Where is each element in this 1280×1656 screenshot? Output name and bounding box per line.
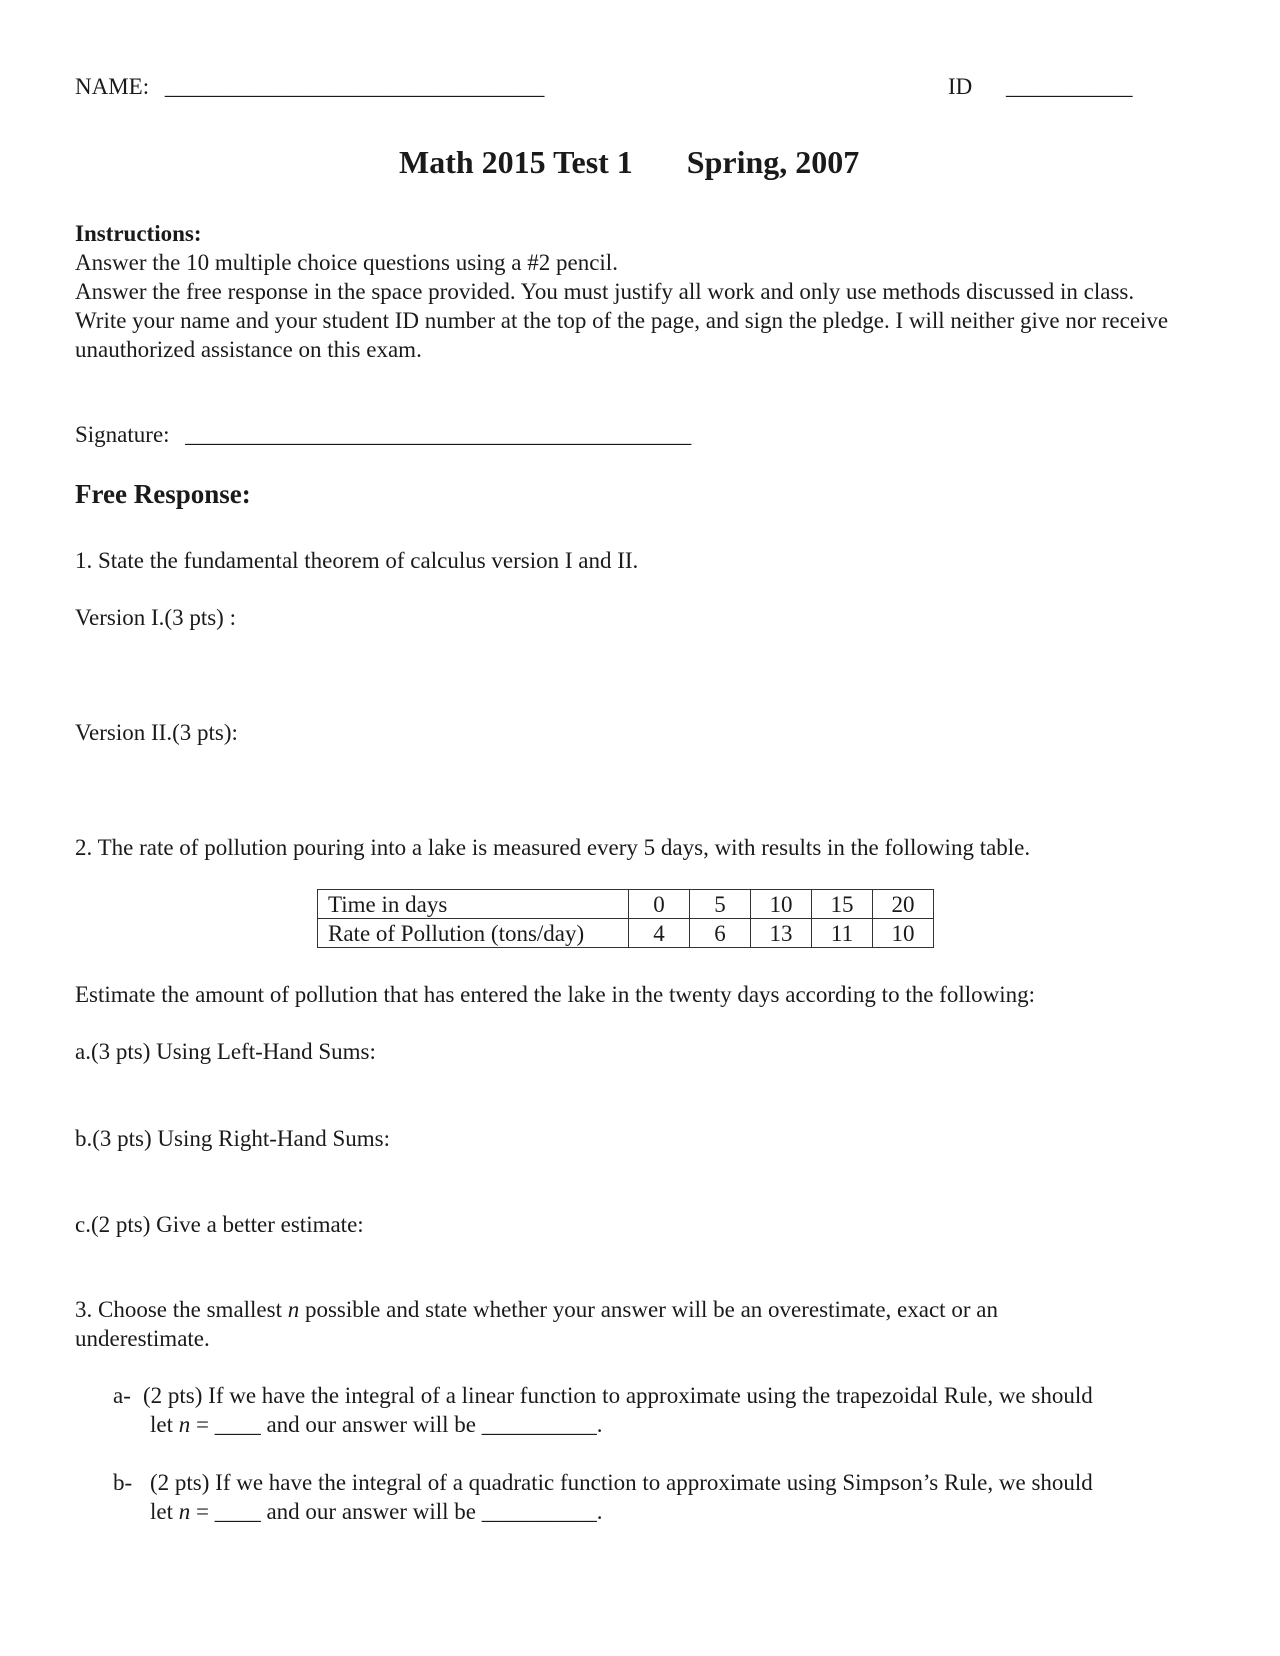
table-row: [318, 890, 934, 919]
table-cell: 10: [873, 919, 934, 948]
signature-label: Signature:: [75, 422, 170, 447]
question-2-text: 2. The rate of pollution pouring into a lake is measured every 5 days, with results in the following table.: [75, 835, 1031, 860]
id-blank: ___________: [1006, 74, 1133, 99]
signature-line: [75, 420, 691, 449]
question-3a-answer-blanks: = ____ and our answer will be __________.: [190, 1412, 603, 1437]
question-3a-line-2: [150, 1410, 602, 1439]
table-row-label-rate: Rate of Pollution (tons/day): [318, 919, 629, 948]
question-3a-label: a-: [113, 1383, 131, 1408]
question-3-text-line-2: underestimate.: [75, 1326, 210, 1351]
table-cell: 4: [629, 919, 690, 948]
question-3-text-suffix: possible and state whether your answer will be an overestimate, exact or an: [299, 1297, 998, 1322]
table-row-label-time: Time in days: [318, 890, 629, 919]
name-blank: _________________________________: [164, 74, 545, 99]
question-3-text: [75, 1295, 998, 1324]
table-cell: 11: [812, 919, 873, 948]
table-cell: 0: [629, 890, 690, 919]
instructions-heading: Instructions:: [75, 221, 202, 246]
instructions-block: [75, 219, 1205, 364]
question-2-part-b: b.(3 pts) Using Right-Hand Sums:: [75, 1126, 390, 1151]
question-3-text-prefix: 3. Choose the smallest: [75, 1297, 288, 1322]
instructions-line-2: Answer the free response in the space provided. You must justify all work and only use methods discussed in class.: [75, 279, 1135, 304]
signature-blank: ____________________________________________: [185, 422, 692, 447]
question-1-version-1: Version I.(3 pts) :: [75, 605, 236, 630]
variable-n: n: [287, 1297, 300, 1322]
question-3b-line-2: [150, 1497, 602, 1526]
variable-n: n: [178, 1499, 191, 1524]
table-cell: 15: [812, 890, 873, 919]
question-1-text: 1. State the fundamental theorem of calculus version I and II.: [75, 548, 639, 573]
question-3b-label: b-: [113, 1470, 133, 1495]
question-2-part-a: a.(3 pts) Using Left-Hand Sums:: [75, 1039, 376, 1064]
instructions-line-1: Answer the 10 multiple choice questions using a #2 pencil.: [75, 250, 618, 275]
question-2-part-c: c.(2 pts) Give a better estimate:: [75, 1212, 364, 1237]
table-cell: 6: [690, 919, 751, 948]
question-3b-answer-blanks: = ____ and our answer will be __________.: [190, 1499, 603, 1524]
id-line: [948, 72, 1133, 101]
page-title: [399, 143, 859, 181]
question-2-estimate: Estimate the amount of pollution that has entered the lake in the twenty days according to the following:: [75, 982, 1036, 1007]
question-3b-line-1: (2 pts) If we have the integral of a quadratic function to approximate using Simpson’s Rule, we should: [150, 1470, 1093, 1495]
title-course: Math 2015 Test 1: [399, 144, 633, 180]
table-cell: 10: [751, 890, 812, 919]
question-3a-let: let: [150, 1412, 179, 1437]
title-term: Spring, 2007: [686, 144, 860, 180]
question-3a-line-1: (2 pts) If we have the integral of a linear function to approximate using the trapezoidal Rule, we should: [143, 1383, 1093, 1408]
instructions-line-3: Write your name and your student ID number at the top of the page, and sign the pledge. I will neither give nor receive unauthorized assistance on this exam.: [75, 308, 1169, 362]
free-response-heading: Free Response:: [75, 479, 251, 509]
table-cell: 20: [873, 890, 934, 919]
table-cell: 13: [751, 919, 812, 948]
variable-n: n: [178, 1412, 191, 1437]
table-row: [318, 919, 934, 948]
table-cell: 5: [690, 890, 751, 919]
pollution-table: [317, 889, 934, 948]
id-label: ID: [948, 74, 973, 99]
question-3b-let: let: [150, 1499, 179, 1524]
question-1-version-2: Version II.(3 pts):: [75, 720, 238, 745]
name-label: NAME:: [75, 74, 150, 99]
name-line: [75, 72, 544, 101]
